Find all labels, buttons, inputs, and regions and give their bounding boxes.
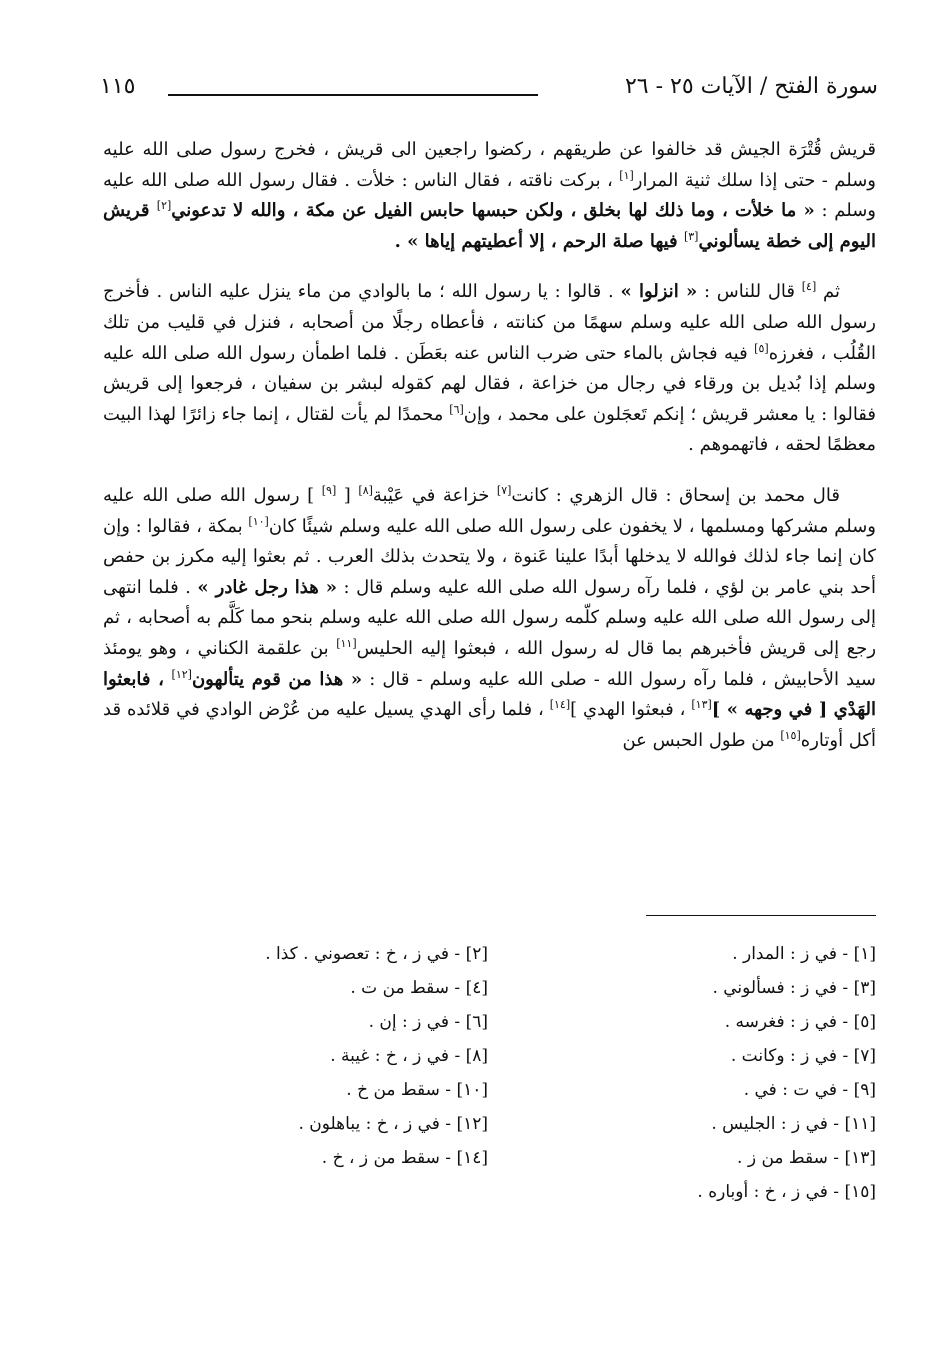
paragraph [103, 481, 876, 756]
footnotes [140, 940, 876, 1206]
footnote-ref: [٢] [156, 199, 172, 213]
text-run: [ [336, 484, 359, 506]
hadith-quote: ، فابعثوا الهَدْي [ في وجهه » ] [103, 668, 877, 721]
text-run: ] رسول الله صلى الله عليه وسلم مشركها ومسلمها ، لا يخفون على رسول الله صلى الله عليه وسلم شيئًا كان [103, 484, 876, 537]
footnote-ref: [١٤] [549, 698, 571, 712]
footnote-ref: [٥] [754, 341, 769, 355]
text-run: ، بركت ناقته ، فقال الناس : خلأت . فقال رسول الله صلى الله عليه وسلم : [103, 169, 876, 222]
footnote: [١١] - في ز : الجليس . [711, 1114, 876, 1134]
footnote-ref: [٩] [321, 483, 337, 497]
footnote: [٨] - في ز ، خ : غيبة . [330, 1046, 488, 1066]
footnote-ref: [٧] [496, 483, 512, 497]
footnote: [٧] - في ز : وكانت . [730, 1046, 876, 1066]
text-run: فيه فجاش بالماء حتى ضرب الناس عنه بعَطَن . فلما اطمأن رسول الله صلى الله عليه وسلم إذا بُديل بن ورقاء في رجال من خزاعة ، فقال لهم كقوله لبشر بن سفيان ، فرجعوا إلى قريش فقالوا : يا معشر قريش ؛ إنكم تَعجَلون على محمد ، وإن [103, 342, 877, 425]
text-run: ثم [816, 281, 840, 303]
footnote: [١] - في ز : المدار . [732, 944, 876, 964]
text-run: قال للناس : [697, 281, 802, 303]
footnote: [١٥] - في ز ، خ : أوباره . [697, 1182, 876, 1202]
footnote: [٦] - في ز : إن . [368, 1012, 488, 1032]
footnote-ref: [٦] [449, 402, 464, 416]
text-run: محمدًا لم يأت لقتال ، إنما جاء زائرًا لهذا البيت معظمًا لحقه ، فاتهموهم . [103, 403, 876, 456]
paragraph [103, 277, 876, 461]
text-run: من طول الحبس عن [622, 729, 781, 751]
text-run: بن علقمة الكناني ، وهو يومئذ سيد الأحابيش ، فلما رآه رسول الله - صلى الله عليه وسلم - قال : [103, 637, 877, 690]
hadith-quote: « انزلوا » [620, 281, 698, 303]
footnote: [٤] - سقط من ت . [350, 978, 488, 998]
footnote-ref: [٨] [358, 483, 373, 497]
footnote: [٥] - في ز : فغرسه . [724, 1012, 876, 1032]
text-run: قريش قُتْرَة الجيش قد خالفوا عن طريقهم ، ركضوا راجعين الى قريش ، فخرج رسول صلى الله عليه وسلم - حتى إذا سلك ثنية المرار [103, 139, 876, 191]
footnote-ref: [٤] [801, 280, 817, 294]
footnote-ref: [١٥] [780, 728, 801, 742]
text-run: . قالوا : يا رسول الله ؛ ما بالوادي من ماء ينزل عليه الناس . فأخرج رسول الله صلى الله عليه وسلم سهمًا من كنانته ، فأعطاه رجلًا من أصحابه ، فنزل في قليب من تلك القُلُب ، فغرزه [103, 281, 876, 364]
footnote-ref: [١١] [336, 636, 357, 650]
running-title: سورة الفتح / الآيات ٢٥ - ٢٦ [624, 74, 878, 99]
header-rule [168, 94, 538, 96]
footnote: [٣] - في ز : فسألوني . [712, 978, 876, 998]
hadith-quote: « هذا رجل غادر » [197, 576, 338, 598]
text-run: ، فبعثوا الهدي ] [570, 699, 692, 721]
footnote: [١٣] - سقط من ز . [737, 1148, 876, 1168]
hadith-quote: « ما خلأت ، وما ذلك لها بخلق ، ولكن حبسها حابس الفيل عن مكة ، والله لا تدعوني [171, 200, 815, 222]
footnote: [٢] - في ز ، خ : تعصوني . كذا . [265, 944, 488, 964]
text-run: بمكة ، فقالوا : وإن كان إنما جاء لذلك فوالله لا يدخلها أبدًا علينا عَنوة ، ولا يتحدث بذلك العرب . ثم بعثوا إليه مكرز بن حفص أحد بني عامر بن لؤي ، فلما رآه رسول الله صلى الله عليه وسلم قال : [103, 515, 876, 598]
footnote: [٩] - في ت : في . [743, 1080, 876, 1100]
main-text [103, 135, 876, 776]
footnote: [١٢] - في ز ، خ : يباهلون . [298, 1114, 488, 1134]
footnotes-rule [646, 915, 876, 916]
hadith-quote: « هذا من قوم يتألهون [191, 668, 363, 690]
footnote: [١٠] - سقط من خ . [346, 1080, 488, 1100]
text-run: ، فلما رأى الهدي يسيل عليه من عُرْض الوادي في قلائده قد أكل أوتاره [103, 699, 876, 751]
text-run: قال محمد بن إسحاق : قال الزهري : كانت [511, 484, 840, 506]
text-run: . فلما انتهى إلى رسول الله صلى الله عليه وسلم كلّمه رسول الله صلى الله عليه وسلم بنحو مما كَلَّم به أصحابه ، ثم رجع إلى قريش فأخبرهم بما قال له رسول الله ، فبعثوا إليه الحليس [103, 576, 877, 659]
page-header [100, 70, 878, 110]
footnote-ref: [١٠] [248, 514, 269, 528]
paragraph [103, 135, 876, 257]
footnote: [١٤] - سقط من ز ، خ . [321, 1148, 488, 1168]
footnote-ref: [١٢] [171, 667, 192, 681]
page-number: ١١٥ [100, 74, 136, 99]
footnote-ref: [١٣] [691, 698, 712, 712]
hadith-quote: فيها صلة الرحم ، إلا أعطيتهم إياها » . [394, 230, 684, 252]
text-run: خزاعة في عَيْبة [372, 484, 497, 506]
hadith-quote: قريش اليوم إلى خطة يسألوني [103, 200, 876, 252]
footnote-ref: [٣] [683, 229, 699, 243]
footnote-ref: [١] [619, 168, 634, 182]
